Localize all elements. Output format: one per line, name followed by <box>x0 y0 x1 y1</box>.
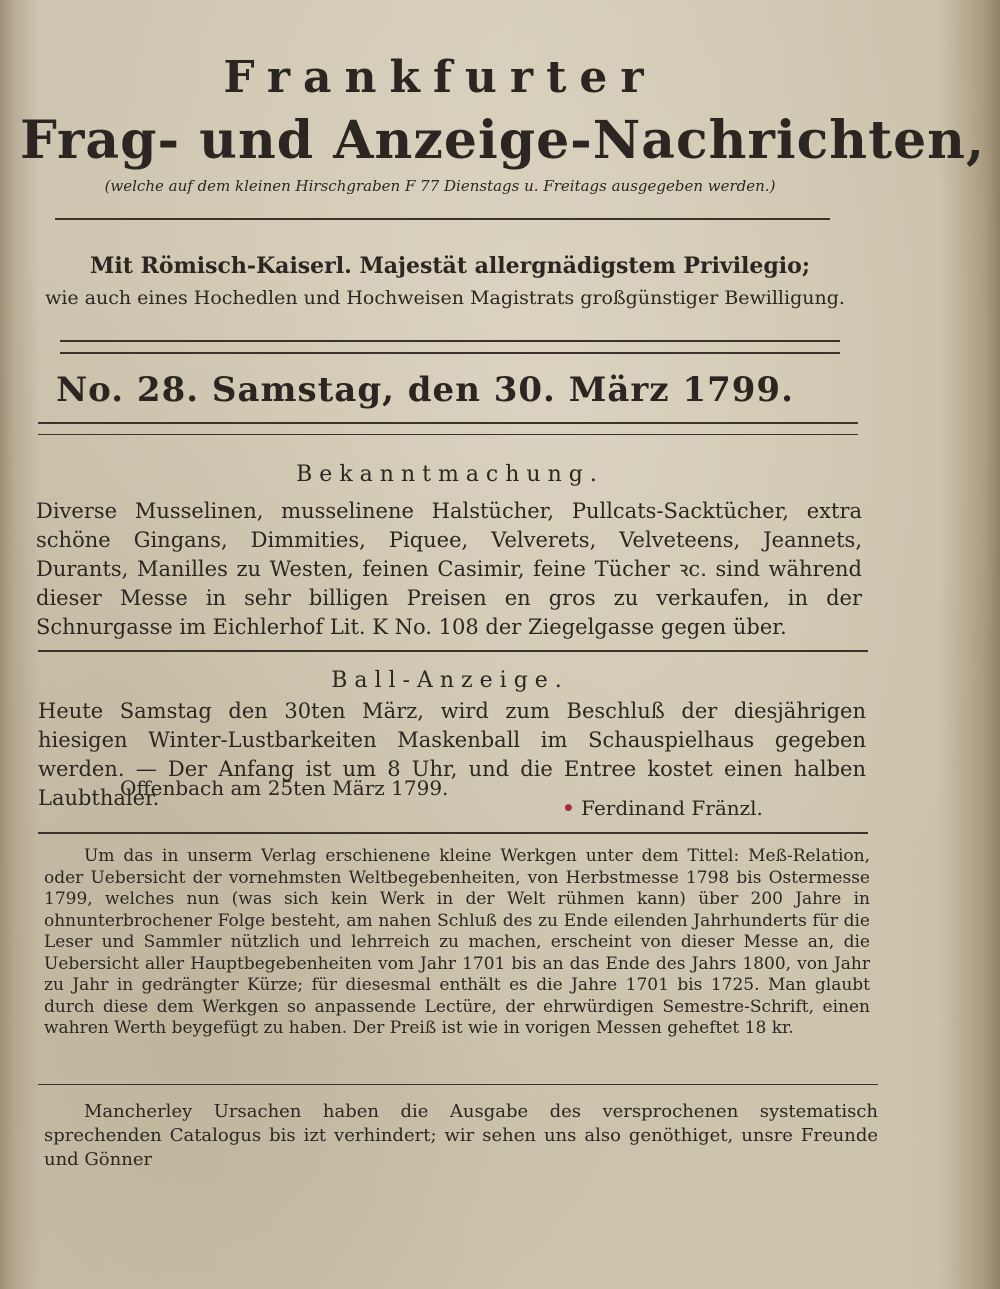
rule-under-issue-2 <box>38 434 858 435</box>
rule-under-masthead <box>55 218 830 220</box>
bekanntmachung-heading: Bekanntmachung. <box>296 462 604 487</box>
rule-above-issue <box>60 340 840 342</box>
ball-signature <box>562 796 822 820</box>
rule-before-ball <box>38 650 868 652</box>
privilege-line-1: Mit Römisch-Kaiserl. Majestät allergnädigstem Privilegio; <box>90 253 810 279</box>
masthead-title-line1: Frankfurter <box>223 52 657 103</box>
ball-signature-text: Ferdinand Fränzl. <box>581 796 763 820</box>
rule-under-issue <box>38 422 858 424</box>
rule-before-verlag <box>38 832 868 834</box>
masthead-subtitle: (welche auf dem kleinen Hirschgraben F 77 Dienstags u. Freitags ausgegeben werden.) <box>104 177 776 195</box>
bekanntmachung-text: Diverse Musselinen, musselinene Halstücher, Pullcats-Sacktücher, extra schöne Gingans, Dimmities, Piquee, Velverets, Velveteens, Jeannets, Durants, Manilles zu Westen, feinen Casimir, feine Tücher ꝛc. sind während dieser Messe in sehr billigen Preisen en gros zu verkaufen, in der Schnurgasse im Eichlerhof Lit. K No. 108 der Ziegelgasse gegen über. <box>36 499 862 639</box>
red-ink-mark: • <box>562 796 575 820</box>
issue-line: No. 28. Samstag, den 30. März 1799. <box>56 370 794 410</box>
ball-text: Heute Samstag den 30ten März, wird zum Beschluß der diesjährigen hiesigen Winter-Lustbarkeiten Maskenball im Schauspielhaus gegeben werden. — Der Anfang ist um 8 Uhr, und die Entree kostet einen halben Laubthaler. <box>38 699 866 810</box>
ball-heading: Ball-Anzeige. <box>331 668 569 693</box>
rule-above-issue-2 <box>60 352 840 354</box>
ball-place-date: Offenbach am 25ten März 1799. <box>120 776 449 800</box>
masthead-title-line2: Frag- und Anzeige-Nachrichten, <box>20 110 986 171</box>
privilege-line-2: wie auch eines Hochedlen und Hochweisen Magistrats großgünstiger Bewilligung. <box>45 287 845 309</box>
rule-before-catalog <box>38 1084 878 1085</box>
catalog-notice-text: Mancherley Ursachen haben die Ausgabe des versprochenen systematisch sprechenden Catalogus bis izt verhindert; wir sehen uns also genöthiget, unsre Freunde und Gönner <box>44 1101 878 1170</box>
verlag-notice-text: Um das in unserm Verlag erschienene kleine Werkgen unter dem Tittel: Meß-Relation, oder Uebersicht der vornehmsten Weltbegebenheiten, von Herbstmesse 1798 bis Ostermesse 1799, welches nun (was sich kein Werk in der Welt rühmen kann) über 200 Jahre in ohnunterbrochener Folge besteht, am nahen Schluß des zu Ende eilenden Jahrhunderts für die Leser und Sammler nützlich und lehrreich zu machen, erscheint von dieser Messe an, die Uebersicht aller Hauptbegebenheiten vom Jahr 1701 bis an das Ende des Jahrs 1800, von Jahr zu Jahr in gedrängter Kürze; für diesesmal enthält es die Jahre 1701 bis 1725. Man glaubt durch diese dem Werkgen so anpassende Lectüre, der ehrwürdigen Semestre-Schrift, einen wahren Werth beygefügt zu haben. Der Preiß ist wie in vorigen Messen geheftet 18 kr. <box>44 846 870 1038</box>
